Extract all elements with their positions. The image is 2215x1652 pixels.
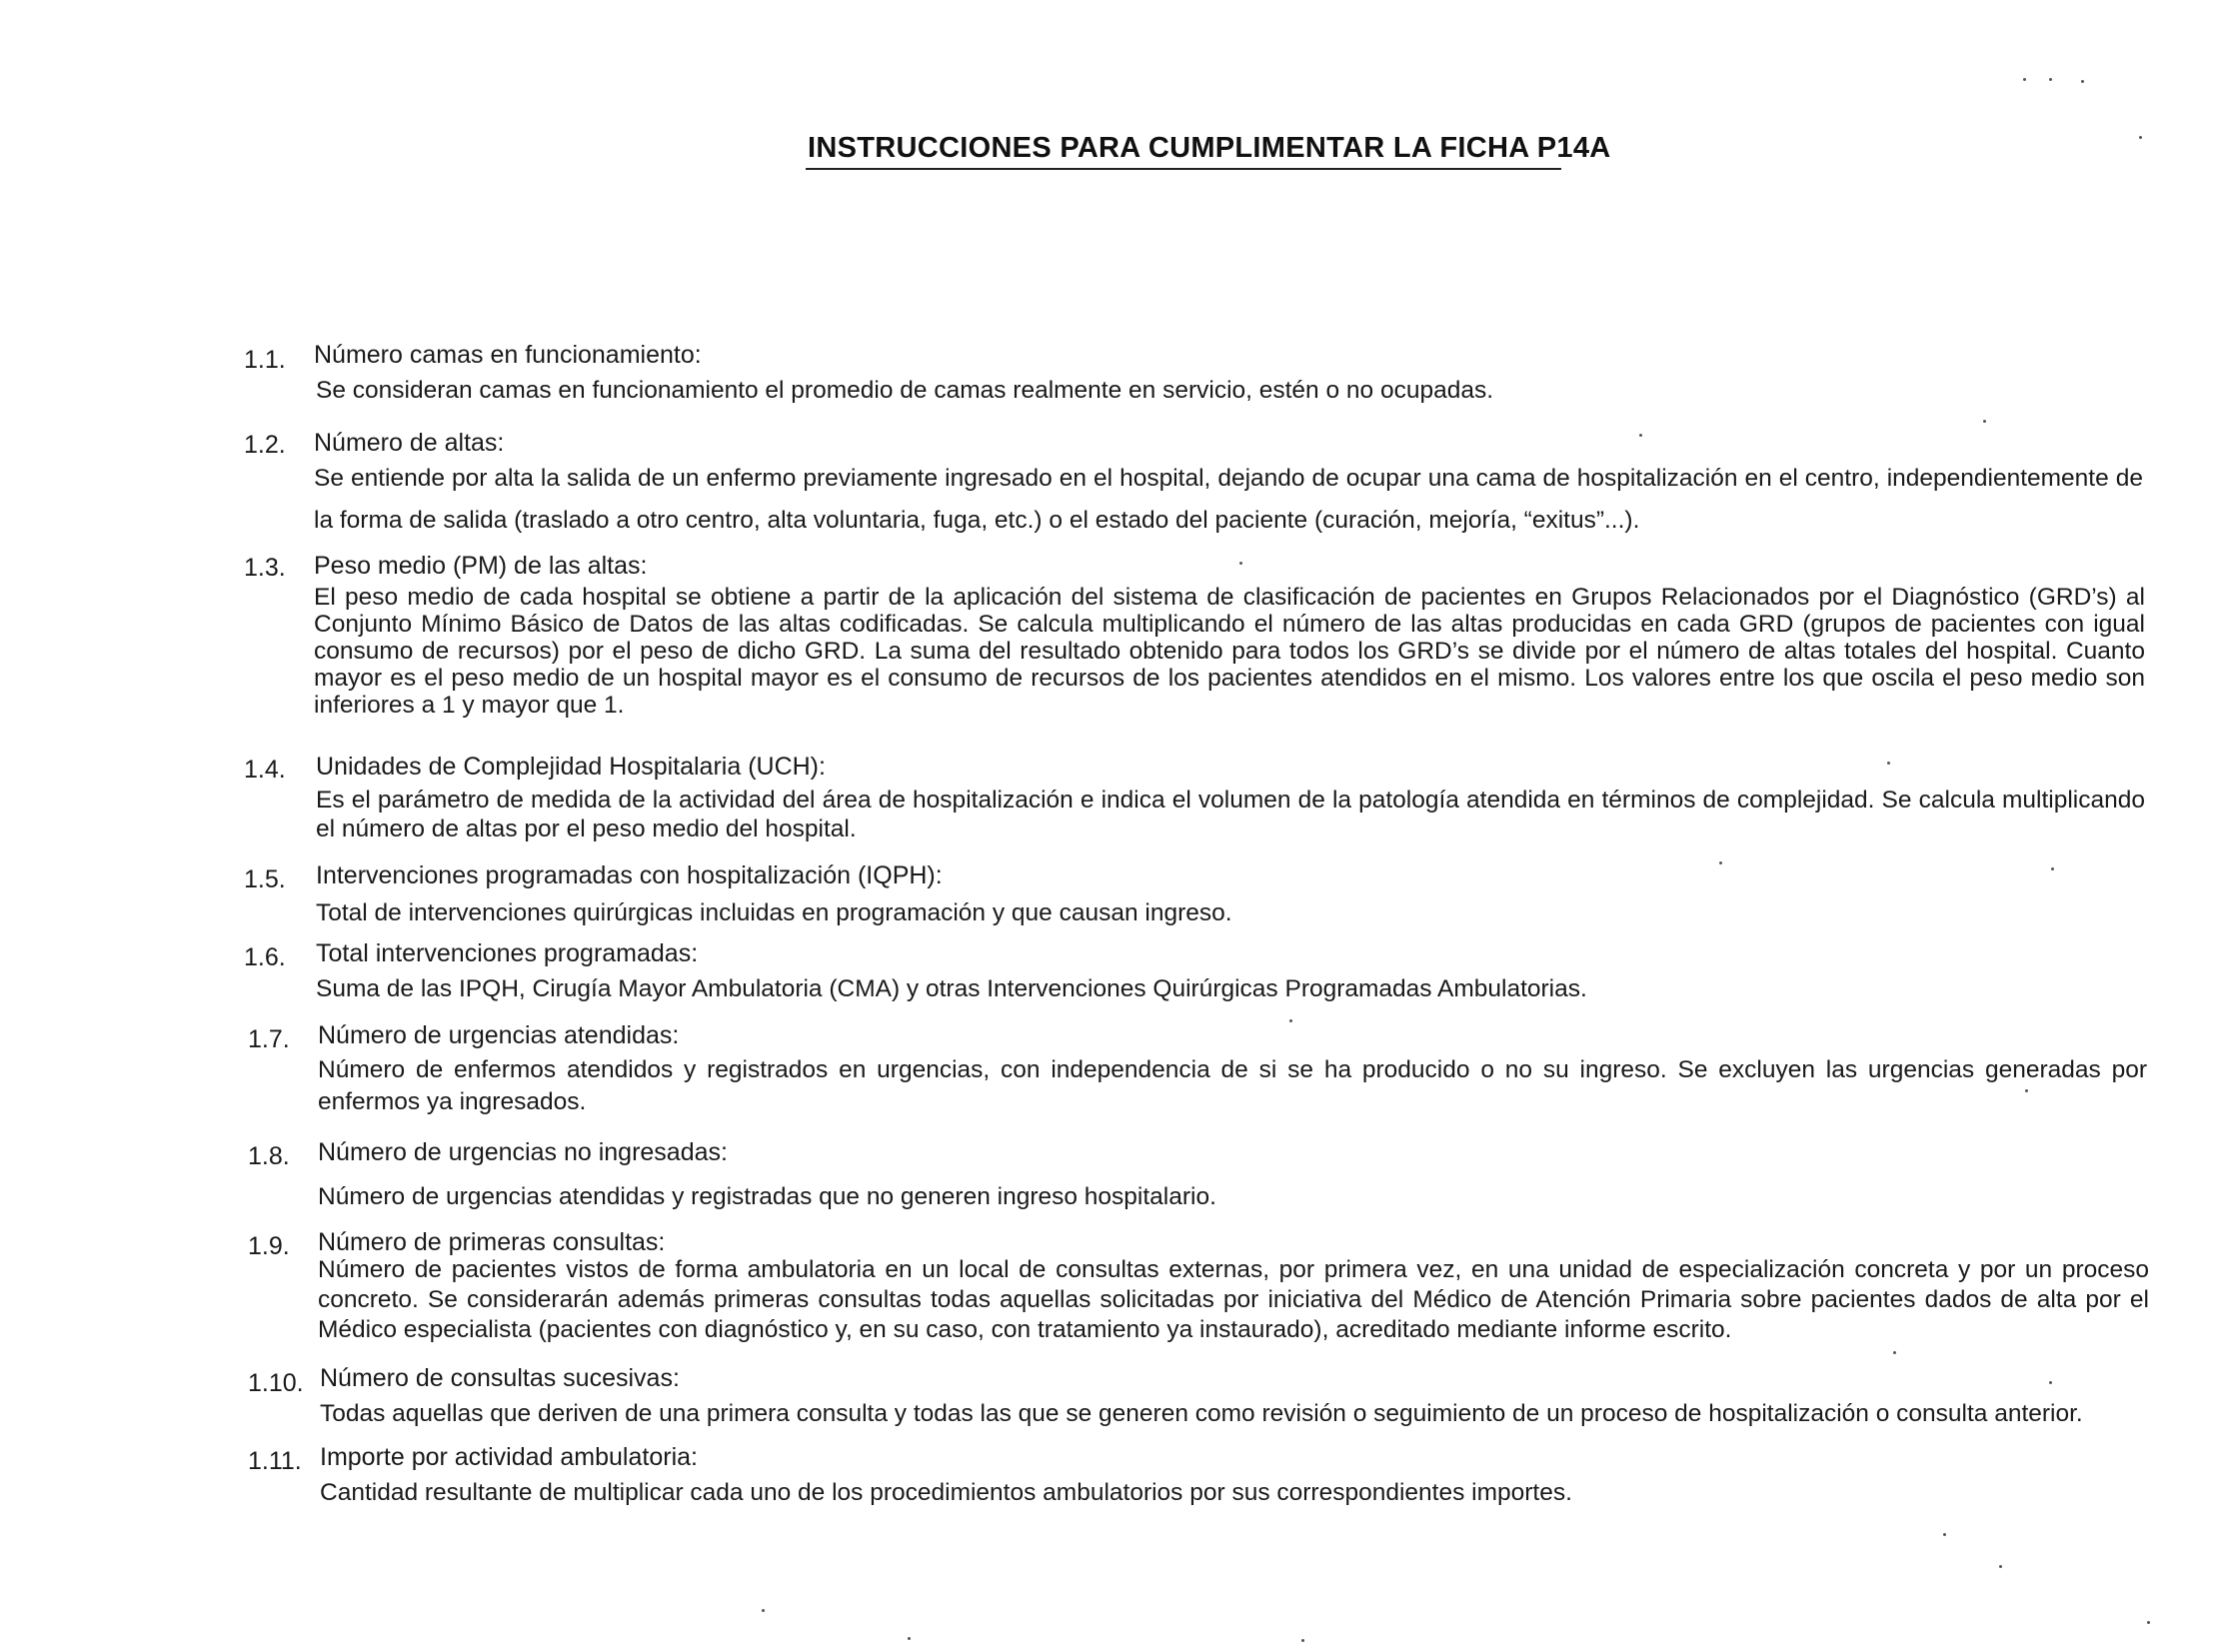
item-number: 1.4. [244,756,286,784]
item-heading: Número de urgencias no ingresadas: [318,1138,728,1166]
scan-speck [1239,562,1242,565]
scan-speck [2051,867,2054,870]
scan-speck [2147,1621,2150,1624]
scan-speck [1289,1019,1292,1022]
item-description: Total de intervenciones quirúrgicas incluidas en programación y que causan ingreso. [316,899,1232,926]
scan-speck [2081,80,2084,83]
item-heading: Peso medio (PM) de las altas: [314,552,648,580]
scan-speck [1639,434,1642,437]
scan-speck [762,1609,765,1612]
scan-speck [1943,1533,1946,1536]
item-description: Número de enfermos atendidos y registrados en urgencias, con independencia de si se ha producido o no su ingreso. Se excluyen las urgencias generadas por enfermos ya ingresados. [318,1056,2147,1115]
item-number: 1.1. [244,346,286,374]
item-heading: Importe por actividad ambulatoria: [320,1443,698,1471]
item-description: Se entiende por alta la salida de un enfermo previamente ingresado en el hospital, dejando de ocupar una cama de hospitalización en el centro, independientemente de la forma de salida (traslado a otro centro, alta voluntaria, fuga, etc.) o el estado del paciente (curación, mejoría, “exitus”...). [314,465,2143,534]
item-description: Se consideran camas en funcionamiento el promedio de camas realmente en servicio, estén o no ocupadas. [316,377,1494,404]
item-description: Número de urgencias atendidas y registradas que no generen ingreso hospitalario. [318,1183,1216,1210]
scan-speck [1719,861,1722,864]
scan-speck [1893,1351,1896,1354]
item-heading: Número de altas: [314,429,505,457]
item-heading: Número de primeras consultas: [318,1228,666,1256]
scan-speck [908,1637,911,1640]
item-heading: Número camas en funcionamiento: [314,341,702,369]
item-heading: Unidades de Complejidad Hospitalaria (UCH): [316,753,826,781]
item-heading: Número de consultas sucesivas: [320,1364,680,1392]
scan-speck [1983,420,1986,423]
item-description: Número de pacientes vistos de forma ambulatoria en un local de consultas externas, por primera vez, en una unidad de especialización concreta y por un proceso concreto. Se considerarán además primeras consultas todas aquellas solicitadas por iniciativa del Médico de Atención Primaria sobre pacientes dados de alta por el Médico especialista (pacientes con diagnóstico y, en su caso, con tratamiento ya instaurado), acreditado mediante informe escrito. [318,1256,2149,1343]
scan-speck [2049,78,2052,81]
item-number: 1.7. [248,1025,290,1053]
item-number: 1.2. [244,431,286,459]
item-number: 1.11. [248,1447,302,1475]
item-description: Es el parámetro de medida de la actividad del área de hospitalización e indica el volumen de la patología atendida en términos de complejidad. Se calcula multiplicando el número de altas por el peso medio del hospital. [316,787,2145,842]
scan-speck [2023,78,2026,81]
item-number: 1.3. [244,554,286,582]
item-description: Suma de las IPQH, Cirugía Mayor Ambulatoria (CMA) y otras Intervenciones Quirúrgicas Programadas Ambulatorias. [316,975,1587,1002]
item-number: 1.10. [248,1369,304,1397]
scan-speck [1301,1639,1304,1642]
item-number: 1.6. [244,943,286,971]
item-number: 1.5. [244,865,286,893]
item-heading: Intervenciones programadas con hospitalización (IQPH): [316,861,943,889]
item-heading: Total intervenciones programadas: [316,939,699,967]
item-description: Cantidad resultante de multiplicar cada uno de los procedimientos ambulatorios por sus correspondientes importes. [320,1479,1572,1506]
scan-speck [1999,1565,2002,1568]
document-title: INSTRUCCIONES PARA CUMPLIMENTAR LA FICHA P14A [808,132,1611,164]
scan-speck [1887,762,1890,765]
item-description: El peso medio de cada hospital se obtiene a partir de la aplicación del sistema de clasificación de pacientes en Grupos Relacionados por el Diagnóstico (GRD’s) al Conjunto Mínimo Básico de Datos de las altas codificadas. Se calcula multiplicando el número de las altas producidas en cada GRD (grupos de pacientes con igual consumo de recursos) por el peso de dicho GRD. La suma del resultado obtenido para todos los GRD’s se divide por el número de altas totales del hospital. Cuanto mayor es el peso medio de un hospital mayor es el consumo de recursos de los pacientes atendidos en el mismo. Los valores entre los que oscila el peso medio son inferiores a 1 y mayor que 1. [314,584,2145,719]
scan-speck [2025,1089,2028,1092]
scan-speck [2139,136,2142,139]
item-description: Todas aquellas que deriven de una primera consulta y todas las que se generen como revisión o seguimiento de un proceso de hospitalización o consulta anterior. [320,1400,2083,1427]
item-number: 1.8. [248,1142,290,1170]
item-number: 1.9. [248,1232,290,1260]
title-underline [806,168,1561,170]
scan-speck [2049,1381,2052,1384]
item-heading: Número de urgencias atendidas: [318,1021,680,1049]
